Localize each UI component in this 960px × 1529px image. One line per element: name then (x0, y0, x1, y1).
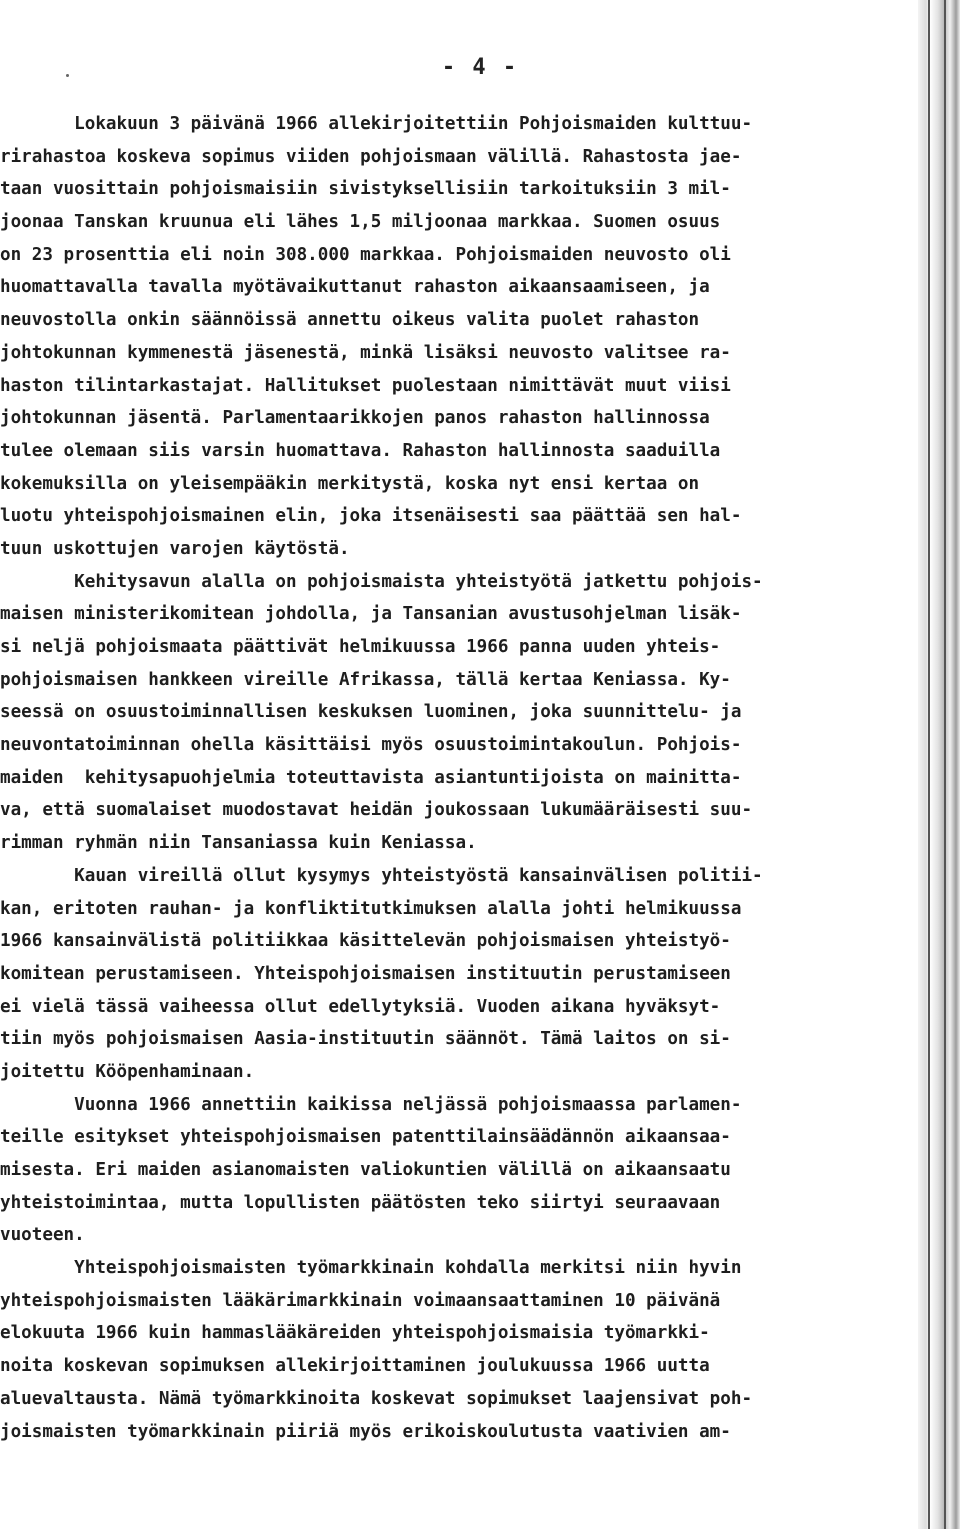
text-line: rimman ryhmän niin Tansaniassa kuin Keniassa. (0, 833, 477, 854)
text-line: vuoteen. (0, 1225, 85, 1246)
scan-dot-mark (66, 74, 69, 77)
text-line: maiden kehitysapuohjelmia toteuttavista asiantuntijoista on mainitta- (0, 767, 742, 788)
text-line: tulee olemaan siis varsin huomattava. Rahaston hallinnosta saaduilla (0, 440, 721, 461)
text-line: yhteispohjoismaisten lääkärimarkkinain voimaansaattaminen 10 päivänä (0, 1290, 721, 1311)
text-line: yhteistoimintaa, mutta lopullisten päätösten teko siirtyi seuraavaan (0, 1192, 721, 1213)
text-line: neuvostolla onkin säännöissä annettu oikeus valita puolet rahaston (0, 310, 700, 331)
scan-edge-line (928, 0, 930, 1529)
text-line: noita koskevan sopimuksen allekirjoittaminen joulukuussa 1966 uutta (0, 1356, 710, 1377)
text-line: joismaisten työmarkkinain piiriä myös erikoiskoulutusta vaativien am- (0, 1421, 731, 1442)
text-line: rirahastoa koskeva sopimus viiden pohjoismaan välillä. Rahastosta jae- (0, 146, 742, 167)
text-line: tuun uskottujen varojen käytöstä. (0, 538, 350, 559)
text-line: komitean perustamiseen. Yhteispohjoismaisen instituutin perustamiseen (0, 963, 731, 984)
text-line: joonaa Tanskan kruunua eli lähes 1,5 miljoonaa markkaa. Suomen osuus (0, 212, 721, 233)
text-line: va, että suomalaiset muodostavat heidän joukossaan lukumääräisesti suu- (0, 800, 753, 821)
text-line: ei vielä tässä vaiheessa ollut edellytyksiä. Vuoden aikana hyväksyt- (0, 996, 721, 1017)
text-line: aluevaltausta. Nämä työmarkkinoita koskevat sopimukset laajensivat poh- (0, 1388, 753, 1409)
text-line: si neljä pohjoismaata päättivät helmikuussa 1966 panna uuden yhteis- (0, 637, 721, 657)
page-number: - 4 - (441, 55, 519, 80)
text-line: Vuonna 1966 annettiin kaikissa neljässä pohjoismaassa parlamen- (0, 1094, 742, 1115)
text-line: kan, eritoten rauhan- ja konfliktitutkimuksen alalla johti helmikuussa (0, 898, 742, 919)
text-line: misesta. Eri maiden asianomaisten valiokuntien välillä on aikaansaatu (0, 1160, 731, 1180)
text-line: seessä on osuustoiminnallisen keskuksen luominen, joka suunnittelu- ja (0, 702, 742, 723)
text-line: taan vuosittain pohjoismaisiin sivistyksellisiin tarkoituksiin 3 mil- (0, 179, 731, 200)
text-line: johtokunnan jäsentä. Parlamentaarikkojen panos rahaston hallinnossa (0, 408, 710, 429)
text-line: kokemuksilla on yleisempääkin merkitystä, koska nyt ensi kertaa on (0, 473, 700, 494)
text-line: neuvontatoiminnan ohella käsittäisi myös osuustoimintakoulun. Pohjois- (0, 735, 742, 756)
text-line: pohjoismaisen hankkeen vireille Afrikassa, tällä kertaa Keniassa. Ky- (0, 669, 731, 690)
scan-edge-shadow (918, 0, 960, 1529)
text-line: johtokunnan kymmenestä jäsenestä, minkä lisäksi neuvosto valitsee ra- (0, 342, 731, 363)
text-line: 1966 kansainvälistä politiikkaa käsittelevän pohjoismaisen yhteistyö- (0, 931, 731, 952)
text-line: Kauan vireillä ollut kysymys yhteistyöstä kansainvälisen politii- (0, 865, 763, 886)
scan-edge-line (944, 0, 946, 1529)
text-line: elokuuta 1966 kuin hammaslääkäreiden yhteispohjoismaisia työmarkki- (0, 1323, 710, 1344)
text-line: on 23 prosenttia eli noin 308.000 markkaa. Pohjoismaiden neuvosto oli (0, 244, 731, 265)
text-line: Kehitysavun alalla on pohjoismaista yhteistyötä jatkettu pohjois- (0, 571, 763, 592)
text-line: huomattavalla tavalla myötävaikuttanut rahaston aikaansaamiseen, ja (0, 277, 710, 298)
text-line: joitettu Kööpenhaminaan. (0, 1061, 255, 1082)
text-line: haston tilintarkastajat. Hallitukset puolestaan nimittävät muut viisi (0, 375, 731, 396)
text-line: Yhteispohjoismaisten työmarkkinain kohdalla merkitsi niin hyvin (0, 1258, 742, 1279)
text-line: maisen ministerikomitean johdolla, ja Tansanian avustusohjelman lisäk- (0, 604, 742, 625)
text-line: luotu yhteispohjoismainen elin, joka itsenäisesti saa päättää sen hal- (0, 506, 742, 527)
text-line: Lokakuun 3 päivänä 1966 allekirjoitettiin Pohjoismaiden kulttuu- (0, 114, 753, 134)
text-line: teille esitykset yhteispohjoismaisen patenttilainsäädännön aikaansaa- (0, 1127, 731, 1148)
text-line: tiin myös pohjoismaisen Aasia-instituutin säännöt. Tämä laitos on si- (0, 1029, 731, 1050)
body-text (0, 108, 900, 1448)
